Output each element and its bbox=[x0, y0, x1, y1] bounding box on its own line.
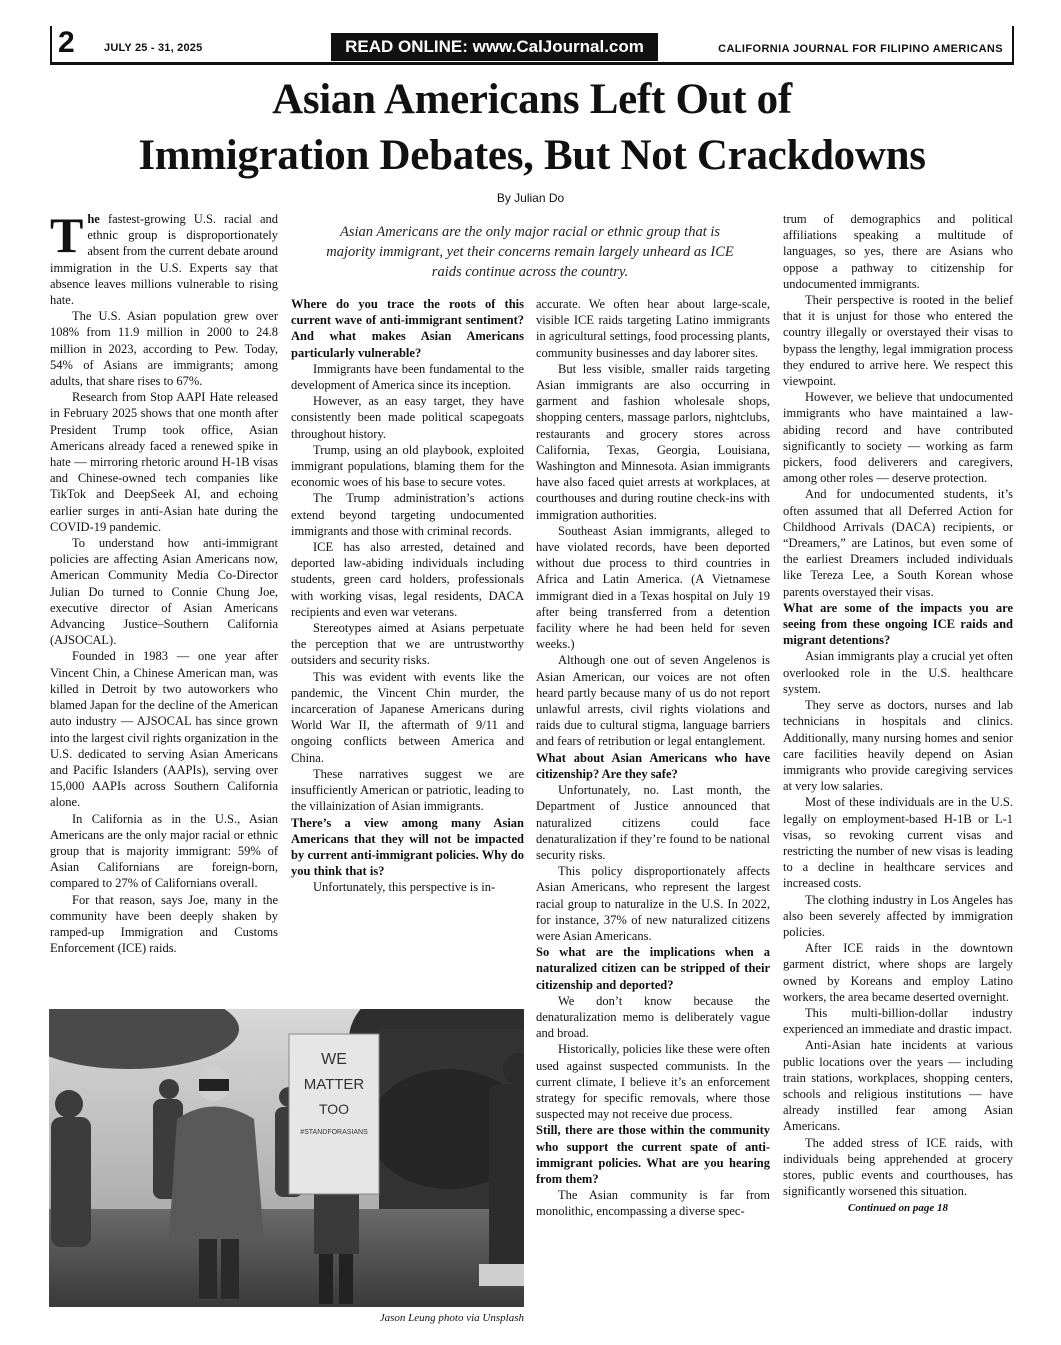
paragraph: This was evident with events like the pandemic, the Vincent Chin murder, the incarceration of Japanese Americans during World War II, the aftermath of 9/11 and ongoing conflicts between America and China. bbox=[291, 669, 524, 765]
continued-note: Continued on page 18 bbox=[848, 1202, 948, 1215]
sign-text-3: TOO bbox=[318, 1101, 350, 1117]
paragraph: Their perspective is rooted in the belief that it is unjust for those who entered the country illegally or overstayed their visas to bypass the lengthy, legal immigration process they endured to arrive here. We respect this viewpoint. bbox=[783, 293, 1013, 389]
paragraph: This multi-billion-dollar industry experienced an immediate and drastic impact. bbox=[783, 1005, 1013, 1037]
intro-paragraph bbox=[50, 207, 278, 308]
paragraph: Trump, using an old playbook, exploited immigrant populations, blaming them for the economic woes of his base to secure votes. bbox=[291, 442, 524, 490]
paragraph: Stereotypes aimed at Asians perpetuate the perception that we are untrustworthy outsiders and security risks. bbox=[291, 621, 524, 668]
paragraph: The added stress of ICE raids, with individuals being apprehended at grocery stores, public events and courthouses, has significantly worsened this situation. bbox=[783, 1135, 1013, 1199]
paragraph: To understand how anti-immigrant policies are affecting Asian Americans now, American Community Media Co-Director Julian Do turned to Connie Chung Joe, executive director of Asian Americans Advancing Justice–Southern California (AJSOCAL). bbox=[50, 536, 278, 648]
header-left-rule bbox=[50, 26, 52, 62]
paragraph: For that reason, says Joe, many in the community have been deeply shaken by ramped-up Immigration and Customs Enforcement (ICE) raids. bbox=[50, 892, 278, 956]
paragraph: Unfortunately, no. Last month, the Department of Justice announced that naturalized citizens could face denaturalization if they’re found to be national security risks. bbox=[536, 783, 770, 862]
paragraph: The Asian community is far from monolithic, encompassing a diverse spec- bbox=[536, 1188, 770, 1219]
paragraph: However, we believe that undocumented immigrants who have maintained a law-abiding record and have contributed significantly to society — working as farm pickers, food deliverers and caregivers, among other roles — deserve protection. bbox=[783, 390, 1013, 486]
photo-credit: Jason Leung photo via Unsplash bbox=[379, 1312, 524, 1324]
publication-name: CALIFORNIA JOURNAL FOR FILIPINO AMERICANS bbox=[718, 43, 1003, 55]
header-right-rule bbox=[1012, 26, 1014, 62]
column-1 bbox=[50, 207, 278, 956]
issue-date: JULY 25 - 31, 2025 bbox=[104, 42, 203, 54]
paragraph: The clothing industry in Los Angeles has also been severely affected by immigration policies. bbox=[783, 892, 1013, 939]
paragraph: But less visible, smaller raids targeting Asian immigrants are also occurring in garment and fashion wholesale shops, shopping centers, massage parlors, nightclubs, restaurants and grocery stores across California, Texas, Georgia, Louisiana, Washington and Minnesota. Asian immigrants have also faced quiet arrests at workplaces, at courthouses and during routine check-ins with immigration authorities. bbox=[536, 361, 770, 522]
paragraph: Although one out of seven Angelenos is Asian American, our voices are not often heard partly because many of us do not report unlawful arrests, civil rights violations and raids due to cultural stigma, language barriers and fears of retribution or legal entanglement. bbox=[536, 653, 770, 749]
header-divider bbox=[50, 62, 1014, 65]
paragraph: They serve as doctors, nurses and lab technicians in hospitals and clinics. Additionally, many nursing homes and senior care facilities heavily depend on Asian immigrants who provide caregiving services at very low salaries. bbox=[783, 698, 1013, 794]
paragraph: trum of demographics and political affiliations speaking a multitude of languages, so yes, there are Asians who oppose a pathway to citizenship for undocumented immigrants. bbox=[783, 212, 1013, 291]
intro-lead: he bbox=[87, 212, 100, 226]
paragraph: Unfortunately, this perspective is in- bbox=[313, 880, 496, 895]
paragraph: The U.S. Asian population grew over 108% from 11.9 million in 2000 to 24.8 million in 2023, according to Pew. Today, 54% of Asians are immigrants; among adults, that share rises to 67%. bbox=[50, 309, 278, 389]
paragraph: accurate. We often hear about large-scale, visible ICE raids targeting Latino immigrants in agricultural settings, food processing plants, community businesses and day laborer sites. bbox=[536, 297, 770, 360]
column-2 bbox=[291, 296, 524, 896]
paragraph: These narratives suggest we are insufficiently American or patriotic, leading to the villainization of Asian immigrants. bbox=[291, 766, 524, 814]
sign-text-1: WE bbox=[321, 1051, 347, 1068]
interview-question: Where do you trace the roots of this current wave of anti-immigrant sentiment? And what makes Asian Americans particularly vulnerable? bbox=[291, 297, 524, 360]
paragraph: Research from Stop AAPI Hate released in February 2025 shows that one month after President Trump took office, Asian Americans already faced a renewed spike in hate — mirroring rhetoric around H-1B visas and Chinese-owned tech companies like TikTok and DeepSeek AI, and echoing earlier surges in anti-Asian hate during the COVID-19 pandemic. bbox=[50, 390, 278, 534]
article-deck: Asian Americans are the only major racial or ethnic group that is majority immigrant, yet their concerns remain largely unheard as ICE raids continue across the country. bbox=[326, 224, 734, 280]
paragraph: After ICE raids in the downtown garment district, where shops are largely owned by Koreans and employ Latino workers, the area became deserted overnight. bbox=[783, 941, 1013, 1004]
headline-line-1: Asian Americans Left Out of bbox=[272, 76, 792, 123]
headline bbox=[50, 72, 1014, 184]
interview-question: What about Asian Americans who have citizenship? Are they safe? bbox=[536, 750, 770, 781]
interview-question: So what are the implications when a naturalized citizen can be stripped of their citizenship and deported? bbox=[536, 945, 770, 992]
read-online-banner: READ ONLINE: www.CalJournal.com bbox=[331, 33, 658, 61]
paragraph: ICE has also arrested, detained and deported law-abiding individuals including students, green card holders, professionals with working visas, legal residents, DACA recipients and even war veterans. bbox=[291, 540, 524, 619]
byline: By Julian Do bbox=[496, 191, 565, 205]
interview-question: What are some of the impacts you are seeing from these ongoing ICE raids and migrant detentions? bbox=[783, 600, 1013, 648]
interview-question: Still, there are those within the community who support the current spate of anti-immigrant policies. What are you hearing from them? bbox=[536, 1123, 770, 1186]
protest-photo bbox=[49, 1009, 524, 1307]
intro-text: fastest-growing U.S. racial and ethnic group is disproportionately absent from the current debate around immigration in the U.S. Experts say that absence leaves millions vulnerable to rising hate. bbox=[50, 212, 278, 308]
paragraph: Southeast Asian immigrants, alleged to have violated records, have been deported without due process to third countries in Africa and Latin America. (A Vietnamese immigrant died in a Texas hospital on July 19 after being transferred from a detention facility where he had been held for seven weeks.) bbox=[536, 523, 770, 652]
paragraph: Asian immigrants play a crucial yet often overlooked role in the U.S. healthcare system. bbox=[783, 649, 1013, 696]
protest-photo-illustration bbox=[49, 1009, 524, 1307]
paragraph: And for undocumented students, it’s often assumed that all Deferred Action for Childhood Arrivals (DACA) recipients, or “Dreamers,” are Latinos, but even some of the earliest Dreamers included individuals like Tereza Lee, a South Korean whose parents overstayed their visas. bbox=[783, 487, 1013, 599]
column-4 bbox=[783, 211, 1013, 1217]
paragraph: The Trump administration’s actions extend beyond targeting undocumented immigrants and those with criminal records. bbox=[291, 491, 524, 538]
paragraph: Immigrants have been fundamental to the development of America since its inception. bbox=[291, 361, 524, 393]
drop-cap: T bbox=[50, 207, 84, 263]
paragraph: Most of these individuals are in the U.S. legally on employment-based H-1B or L-1 visas, so revoking current visas and restricting the number of new visas is leading to a decline in healthcare services and increased costs. bbox=[783, 795, 1013, 891]
headline-line-2: Immigration Debates, But Not Crackdowns bbox=[138, 132, 926, 179]
sign-text-4: #STANDFORASIANS bbox=[300, 1129, 368, 1136]
paragraph: This policy disproportionately affects Asian Americans, who represent the largest racial group to naturalize in the U.S. In 2022, for instance, 37% of new naturalized citizens were Asian Americans. bbox=[536, 864, 770, 943]
paragraph: Anti-Asian hate incidents at various public locations over the years — including train stations, workplaces, shopping centers, schools and religious institutions — have already instilled fear among Asian Americans. bbox=[783, 1038, 1013, 1134]
paragraph: Founded in 1983 — one year after Vincent Chin, a Chinese American man, was killed in Detroit by two autoworkers who blamed Japan for the decline of the American auto industry — AJSOCAL has since grown into the largest civil rights organization in the U.S. dedicated to serving Asian Americans and Pacific Islanders (AAPIs), serving over 15,000 AAPIs across Southern California alone. bbox=[50, 649, 278, 810]
interview-question: There’s a view among many Asian Americans that they will not be impacted by current anti-immigrant policies. Why do you think that is? bbox=[291, 815, 524, 879]
sign-text-2: MATTER bbox=[303, 1076, 365, 1093]
page-number: 2 bbox=[58, 26, 75, 59]
column-3 bbox=[536, 296, 770, 1220]
paragraph: Historically, policies like these were often used against suspected communists. In the current climate, I believe it’s an enforcement strategy for specific removals, where those suspected may not receive due process. bbox=[536, 1042, 770, 1122]
paragraph: We don’t know because the denaturalization memo is deliberately vague and broad. bbox=[536, 993, 770, 1041]
paragraph: However, as an easy target, they have consistently been made political scapegoats throughout history. bbox=[291, 394, 524, 441]
paragraph: In California as in the U.S., Asian Americans are the only major racial or ethnic group that is majority immigrant: 59% of Asian Californians are foreign-born, compared to 27% of Californians overall. bbox=[50, 811, 278, 891]
